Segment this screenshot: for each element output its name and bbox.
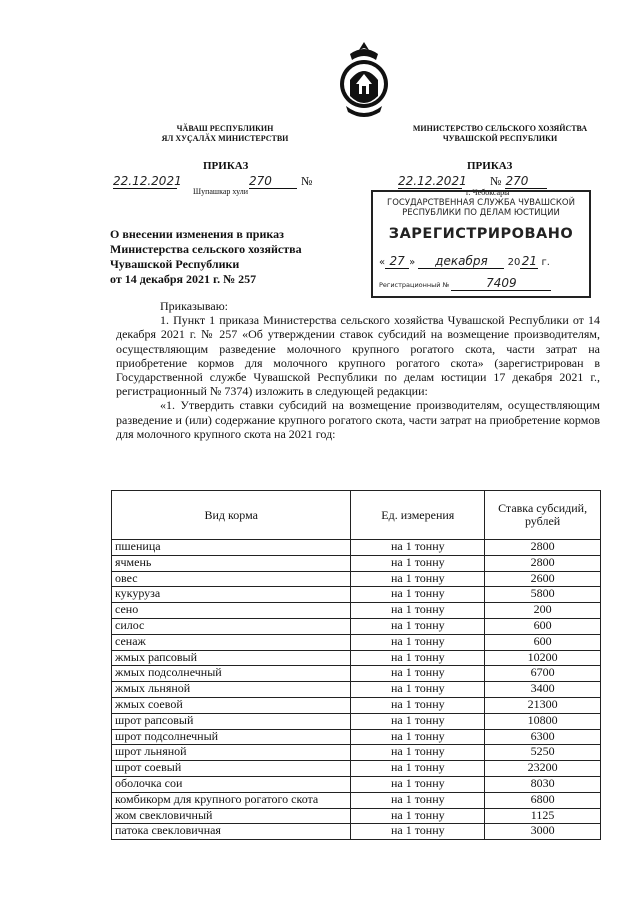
unit-cell: на 1 тонну — [351, 555, 485, 571]
table-row — [112, 618, 601, 634]
rate-cell: 23200 — [485, 761, 601, 777]
rate-cell: 1125 — [485, 808, 601, 824]
table-header-row — [112, 491, 601, 540]
table-row — [112, 587, 601, 603]
rate-cell: 10800 — [485, 713, 601, 729]
table-row — [112, 824, 601, 840]
rate-cell: 3400 — [485, 682, 601, 698]
unit-cell: на 1 тонну — [351, 745, 485, 761]
document-title — [110, 227, 350, 287]
feed-type-cell: комбикорм для крупного рогатого скота — [112, 792, 351, 808]
unit-cell: на 1 тонну — [351, 634, 485, 650]
table-row — [112, 555, 601, 571]
rate-cell: 6300 — [485, 729, 601, 745]
unit-cell: на 1 тонну — [351, 650, 485, 666]
number-handwritten-right: 270 — [505, 174, 547, 189]
stamp-line1: ГОСУДАРСТВЕННАЯ СЛУЖБА ЧУВАШСКОЙ — [387, 198, 575, 208]
unit-cell: на 1 тонну — [351, 761, 485, 777]
number-handwritten-left: 270 — [249, 174, 297, 189]
title-line1: О внесении изменения в приказ — [110, 227, 284, 241]
feed-type-cell: шрот подсолнечный — [112, 729, 351, 745]
date-handwritten-left: 22.12.2021 — [113, 174, 182, 188]
rate-cell: 8030 — [485, 776, 601, 792]
unit-cell: на 1 тонну — [351, 792, 485, 808]
unit-cell: на 1 тонну — [351, 540, 485, 556]
prikaz-label-left: ПРИКАЗ — [203, 160, 249, 172]
stamp-date: « 27 » декабря 2021 г. — [379, 254, 550, 268]
ministry-name-russian — [400, 124, 600, 144]
rate-cell: 3000 — [485, 824, 601, 840]
feed-type-cell: силос — [112, 618, 351, 634]
table-row — [112, 713, 601, 729]
rate-cell: 2600 — [485, 571, 601, 587]
table-row — [112, 571, 601, 587]
feed-type-cell: овес — [112, 571, 351, 587]
rate-cell: 5250 — [485, 745, 601, 761]
rate-cell: 2800 — [485, 555, 601, 571]
ministry-chuvash-line2: ЯЛ ХУҪАЛӐХ МИНИСТЕРСТВИ — [161, 134, 289, 143]
feed-type-cell: ячмень — [112, 555, 351, 571]
ministry-russian-line2: ЧУВАШСКОЙ РЕСПУБЛИКИ — [442, 134, 558, 143]
table-row — [112, 761, 601, 777]
stamp-registered: ЗАРЕГИСТРИРОВАНО — [388, 226, 574, 242]
feed-type-cell: оболочка сои — [112, 776, 351, 792]
unit-cell: на 1 тонну — [351, 729, 485, 745]
table-row — [112, 745, 601, 761]
feed-type-cell: шрот рапсовый — [112, 713, 351, 729]
unit-cell: на 1 тонну — [351, 618, 485, 634]
feed-type-cell: жмых подсолнечный — [112, 666, 351, 682]
registration-stamp — [371, 190, 591, 298]
unit-cell: на 1 тонну — [351, 697, 485, 713]
header-unit: Ед. измерения — [351, 491, 485, 540]
stamp-reg-label: Регистрационный № — [379, 281, 450, 289]
order-word: Приказываю: — [160, 299, 228, 313]
rate-cell: 5800 — [485, 587, 601, 603]
rate-cell: 21300 — [485, 697, 601, 713]
unit-cell: на 1 тонну — [351, 571, 485, 587]
feed-type-cell: жмых рапсовый — [112, 650, 351, 666]
stamp-reg-value: 7409 — [451, 276, 551, 291]
date-handwritten-right: 22.12.2021 — [398, 174, 467, 188]
unit-cell: на 1 тонну — [351, 776, 485, 792]
feed-type-cell: шрот соевый — [112, 761, 351, 777]
rate-cell: 10200 — [485, 650, 601, 666]
unit-cell: на 1 тонну — [351, 713, 485, 729]
header-feed-type: Вид корма — [112, 491, 351, 540]
feed-type-cell: патока свекловичная — [112, 824, 351, 840]
number-sign-left: № — [301, 174, 313, 188]
table-row — [112, 808, 601, 824]
rate-cell: 6800 — [485, 792, 601, 808]
table-row — [112, 540, 601, 556]
rate-cell: 600 — [485, 618, 601, 634]
table-row — [112, 666, 601, 682]
prikaz-label-right: ПРИКАЗ — [467, 160, 513, 172]
stamp-day: 27 — [385, 254, 409, 269]
stamp-month: декабря — [418, 254, 504, 269]
ministry-russian-line1: МИНИСТЕРСТВО СЕЛЬСКОГО ХОЗЯЙСТВА — [412, 124, 588, 133]
title-line2: Министерства сельского хозяйства — [110, 242, 302, 256]
stamp-year-label: г. — [541, 257, 550, 268]
feed-type-cell: сено — [112, 603, 351, 619]
table-row — [112, 697, 601, 713]
title-line4: от 14 декабря 2021 г. № 257 — [110, 272, 257, 286]
rate-cell: 2800 — [485, 540, 601, 556]
chuvash-emblem-icon — [336, 40, 392, 122]
unit-cell: на 1 тонну — [351, 808, 485, 824]
unit-cell: на 1 тонну — [351, 587, 485, 603]
paragraph-2: «1. Утвердить ставки субсидий на возмещение производителям, осуществляющим разведение и (или) содержание крупного рогатого скота, части затрат на приобретение кормов для молочного крупного скота на 2021 год: — [116, 398, 600, 441]
table-row — [112, 729, 601, 745]
unit-cell: на 1 тонну — [351, 682, 485, 698]
table-row — [112, 682, 601, 698]
rate-cell: 600 — [485, 634, 601, 650]
feed-type-cell: шрот льняной — [112, 745, 351, 761]
rate-cell: 200 — [485, 603, 601, 619]
header-rate: Ставка субсидий, рублей — [485, 491, 601, 540]
stamp-line2: РЕСПУБЛИКИ ПО ДЕЛАМ ЮСТИЦИИ — [402, 208, 560, 218]
unit-cell: на 1 тонну — [351, 824, 485, 840]
city-right: г. Чебоксары — [466, 188, 510, 197]
ministry-name-chuvash — [150, 124, 300, 144]
stamp-reg-number — [379, 276, 585, 291]
stamp-year-suffix: 21 — [521, 254, 537, 268]
order-text — [116, 299, 600, 441]
table-row — [112, 650, 601, 666]
rate-cell: 6700 — [485, 666, 601, 682]
paragraph-1: 1. Пункт 1 приказа Министерства сельского хозяйства Чувашской Республики от 14 декабря 2021 г. № 257 «Об утверждении ставок субсидий на возмещение производителям, осуществляющим разведение молочного крупного рогатого скота, части затрат на приобретение кормов для молочного крупного рогатого скота» (зарегистрирован в Государственной службе Чувашской Республики по делам юстиции 17 декабря 2021 г., регистрационный № 7374) изложить в следующей редакции: — [116, 313, 600, 399]
city-left: Шупашкар хули — [193, 187, 248, 196]
title-line3: Чувашской Республики — [110, 257, 240, 271]
unit-cell: на 1 тонну — [351, 603, 485, 619]
table-row — [112, 776, 601, 792]
feed-type-cell: жмых соевой — [112, 697, 351, 713]
feed-type-cell: жом свекловичный — [112, 808, 351, 824]
table-row — [112, 603, 601, 619]
unit-cell: на 1 тонну — [351, 666, 485, 682]
table-row — [112, 634, 601, 650]
table-row — [112, 792, 601, 808]
feed-type-cell: кукуруза — [112, 587, 351, 603]
feed-type-cell: пшеница — [112, 540, 351, 556]
number-sign-right: № — [490, 174, 502, 188]
ministry-chuvash-line1: ЧӐВАШ РЕСПУБЛИКИН — [176, 124, 274, 133]
feed-type-cell: жмых льняной — [112, 682, 351, 698]
stamp-year-prefix: 20 — [507, 257, 521, 268]
subsidy-rates-table — [111, 490, 601, 840]
feed-type-cell: сенаж — [112, 634, 351, 650]
